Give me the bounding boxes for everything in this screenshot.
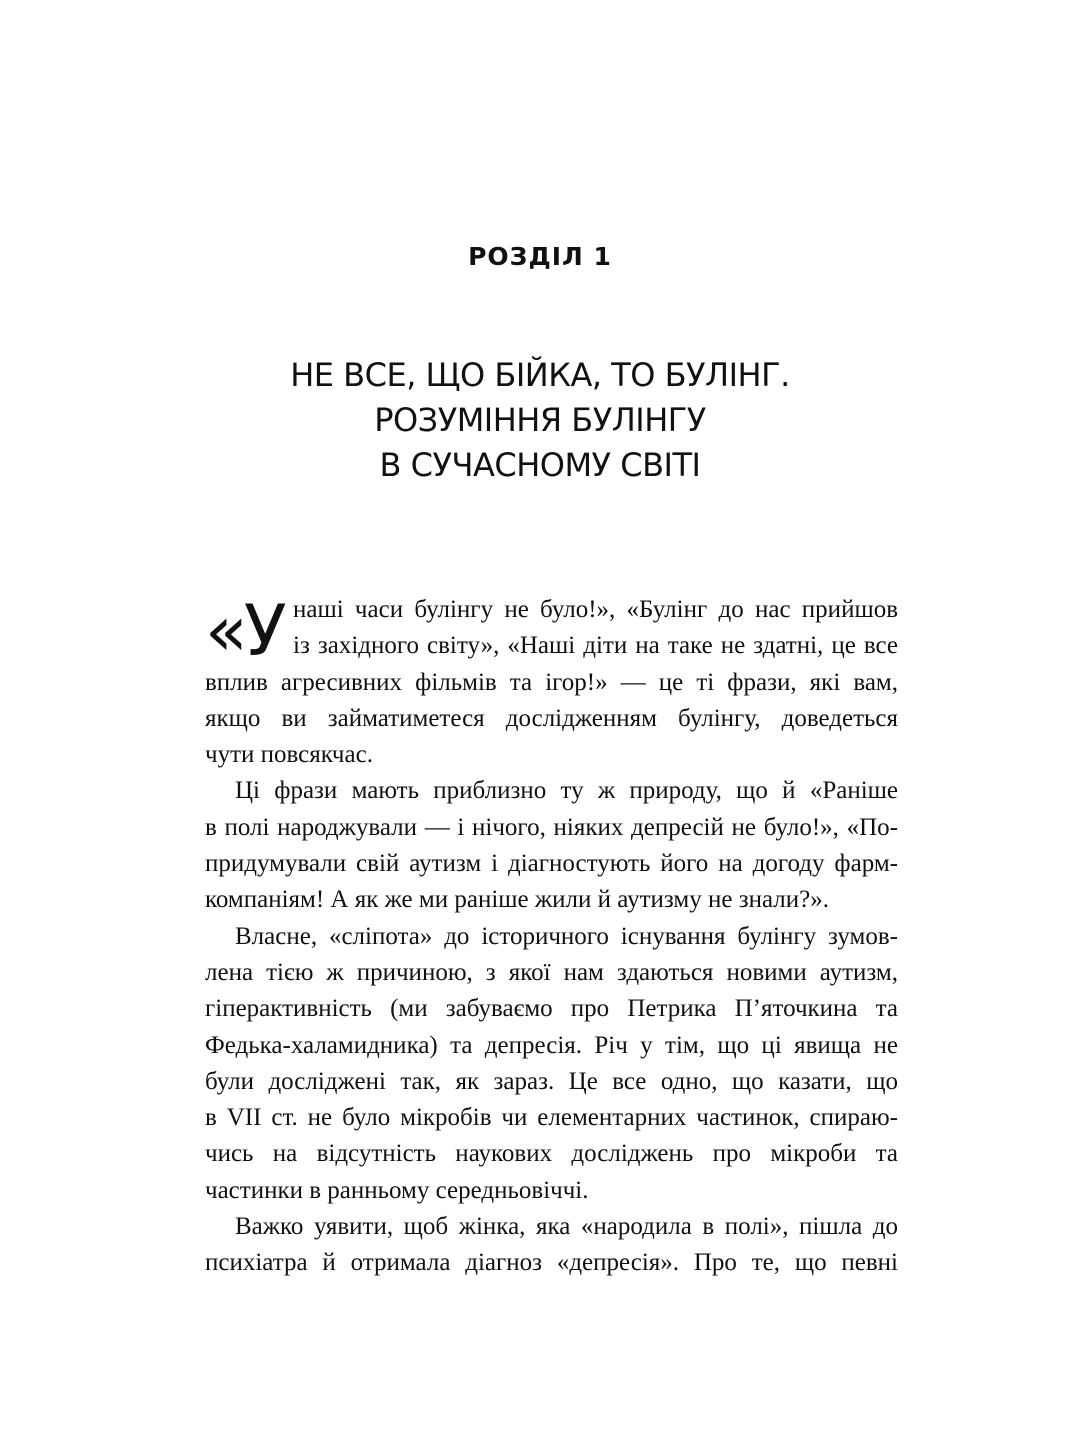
chapter-title: [0, 353, 1080, 488]
text-line: частинки в ранньому середньовіччі.: [205, 1176, 589, 1204]
text-line: психіатра й отримала діагноз «депресія». Про те, що певні: [205, 1249, 898, 1277]
chapter-label: РОЗДІЛ 1: [468, 242, 612, 271]
text-line: чись на відсутність наукових досліджень про мікроби та: [205, 1140, 898, 1168]
text-line: були досліджені так, як зараз. Це все одно, що казати, що: [205, 1067, 898, 1095]
text-line: лена тією ж причиною, з якої нам здаються новими аутизм,: [205, 958, 898, 986]
text-line: компаніям! А як же ми раніше жили й аутизму не знали?».: [205, 886, 829, 914]
text-line: в VII ст. не було мікробів чи елементарних частинок, спираю-: [205, 1104, 898, 1132]
chapter-title-line: В СУЧАСНОМУ СВІТІ: [379, 446, 701, 484]
text-line: якщо ви займатиметеся дослідженням булінгу, доведеться: [205, 704, 898, 732]
text-line: Ці фрази мають приблизно ту ж природу, що й «Раніше: [235, 777, 898, 805]
text-line: наші часи булінгу не було!», «Булінг до нас прийшов: [293, 596, 898, 623]
text-line: Власне, «сліпота» до історичного існування булінгу зумов-: [235, 922, 898, 950]
text-line: Важко уявити, щоб жінка, яка «народила в полі», пішла до: [235, 1213, 898, 1241]
text-line: придумували свій аутизм і діагностують його на догоду фарм-: [205, 850, 898, 878]
body-text: [205, 592, 898, 1282]
text-line: в полі народжували — і нічого, ніяких депресій не було!», «По-: [205, 813, 898, 841]
text-line: гіперактивність (ми забуваємо про Петрика П’яточкина та: [205, 995, 898, 1023]
text-line: Федька-халамидника) та депресія. Річ у тім, що ці явища не: [205, 1031, 898, 1059]
text-line: вплив агресивних фільмів та ігор!» — це ті фрази, які вам,: [205, 668, 898, 696]
text-line: із західного світу», «Наші діти на таке не здатні, це все: [293, 632, 898, 660]
chapter-title-line: НЕ ВСЕ, ЩО БІЙКА, ТО БУЛІНГ.: [290, 356, 790, 394]
text-line: чути повсякчас.: [205, 741, 373, 769]
drop-cap: «У: [205, 590, 283, 672]
chapter-title-line: РОЗУМІННЯ БУЛІНГУ: [374, 401, 706, 439]
